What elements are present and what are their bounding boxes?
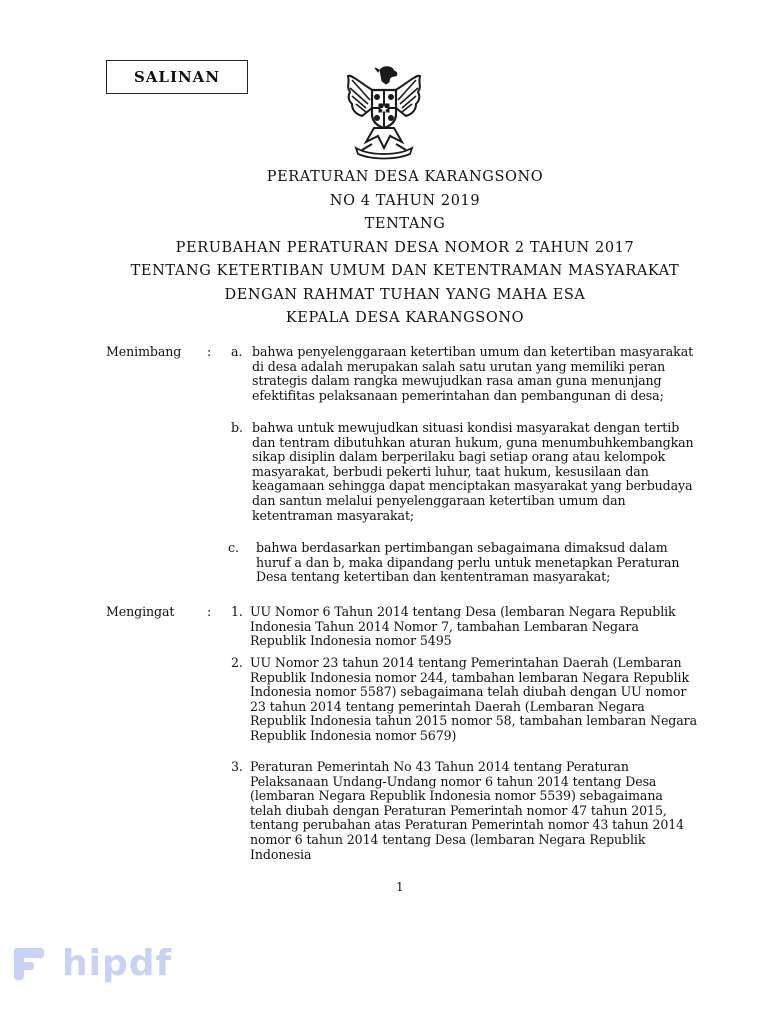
item-text: bahwa untuk mewujudkan situasi kondisi masyarakat dengan tertib dan tentram dibutuhkan aturan hukum, guna menumbuhkembangkan sikap disiplin dalam berperilaku bagi setiap orang atau kelompok masyarakat, berbudi pekerti luhur, taat hukum, kesusilaan dan keagamaan sehingga dapat menciptakan masyarakat yang berbudaya dan santun melalui penyelenggaraan ketertiban umum dan ketentraman masyarakat;	[252, 420, 694, 523]
item-text: bahwa penyelenggaraan ketertiban umum dan ketertiban masyarakat di desa adalah merupakan salah satu urutan yang memiliki peran strategis dalam rangka mewujudkan rasa aman guna menunjang efektifitas pelaksanaan pemerintahan dan pembangunan di desa;	[252, 344, 694, 403]
garuda-emblem	[342, 64, 426, 160]
heading-tentang: TENTANG	[364, 216, 446, 232]
heading-subject: TENTANG KETERTIBAN UMUM DAN KETENTRAMAN MASYARAKAT	[130, 263, 680, 279]
menimbang-label: Menimbang	[106, 344, 182, 359]
mengingat-colon: :	[207, 604, 212, 619]
item-text: UU Nomor 23 tahun 2014 tentang Pemerintahan Daerah (Lembaran Republik Indonesia nomor 244, tambahan lembaran Negara Republik Indonesia nomor 5587) sebagaimana telah diubah dengan UU nomor 23 tahun 2014 tentang pemerintah Daerah (Lembaran Negara Republik Indonesia tahun 2015 nomor 58, tambahan lembaran Negara Republik Indonesia nomor 5679)	[250, 655, 698, 743]
item-marker: a.	[231, 344, 243, 359]
heading-amendment: PERUBAHAN PERATURAN DESA NOMOR 2 TAHUN 2017	[175, 239, 635, 256]
hipdf-logo-icon	[12, 946, 52, 982]
hipdf-watermark	[12, 944, 172, 984]
item-marker: 3.	[231, 759, 243, 774]
document-heading	[60, 166, 750, 331]
heading-number-year: NO 4 TAHUN 2019	[329, 192, 481, 209]
mengingat-label: Mengingat	[106, 604, 175, 619]
menimbang-colon: :	[207, 344, 212, 359]
item-marker: 1.	[231, 604, 243, 619]
item-text: UU Nomor 6 Tahun 2014 tentang Desa (lembaran Negara Republik Indonesia Tahun 2014 Nomor 7, tambahan Lembaran Negara Republik Indonesia nomor 5495	[250, 604, 676, 649]
item-marker: c.	[228, 540, 239, 555]
item-text: bahwa berdasarkan pertimbangan sebagaimana dimaksud dalam huruf a dan b, maka dipandang perlu untuk menetapkan Peraturan Desa tentang ketertiban dan kententraman masyarakat;	[256, 540, 680, 585]
heading-regulation-title: PERATURAN DESA KARANGSONO	[266, 169, 544, 185]
item-marker: 2.	[231, 655, 243, 670]
hipdf-wordmark: hipdf	[62, 943, 173, 984]
item-marker: b.	[231, 420, 243, 435]
heading-invocation: DENGAN RAHMAT TUHAN YANG MAHA ESA	[224, 286, 586, 303]
item-text: Peraturan Pemerintah No 43 Tahun 2014 tentang Peraturan Pelaksanaan Undang-Undang nomor 6 tahun 2014 tentang Desa (lembaran Negara Republik Indonesia nomor 5539) sebagaimana telah diubah dengan Peraturan Pemerintah nomor 47 tahun 2015, tentang perubahan atas Peraturan Pemerintah nomor 43 tahun 2014 nomor 6 tahun 2014 tentang Desa (lembaran Negara Republik Indonesia	[250, 759, 685, 862]
salinan-stamp: SALINAN	[106, 60, 248, 94]
heading-issuer: KEPALA DESA KARANGSONO	[285, 310, 525, 326]
page-number: 1	[396, 880, 404, 894]
